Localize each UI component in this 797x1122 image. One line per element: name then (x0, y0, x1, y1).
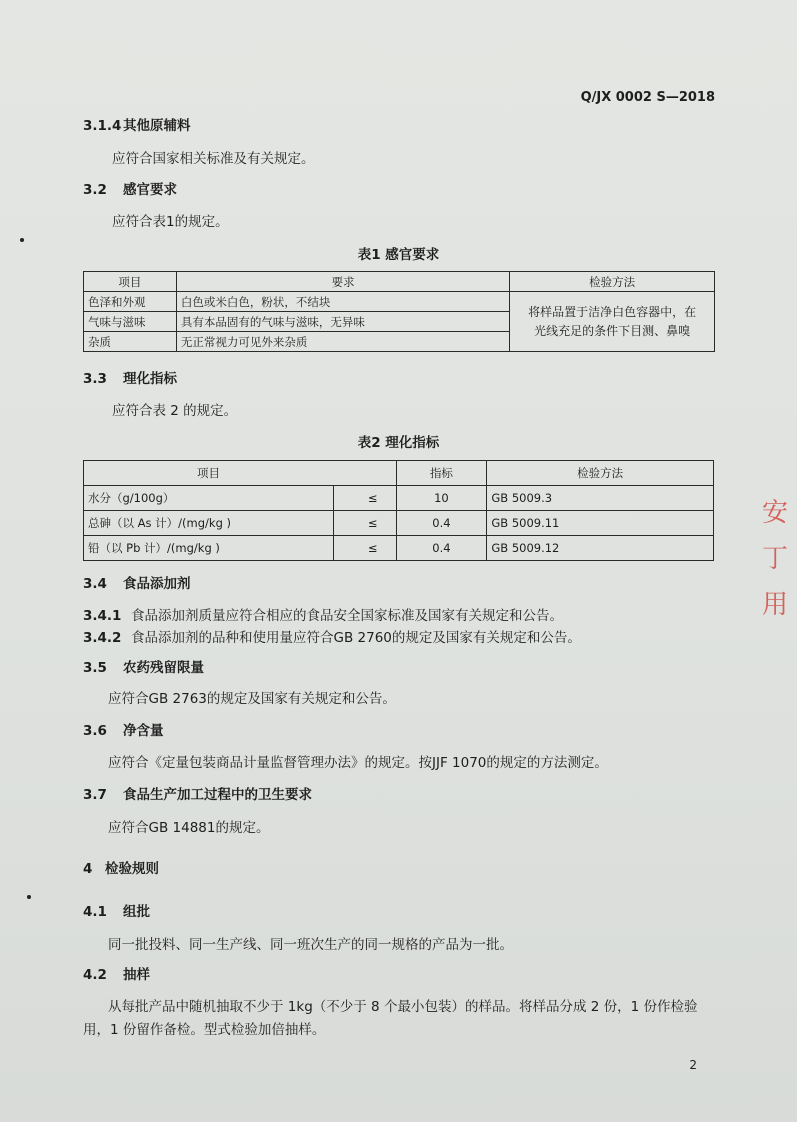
section-title: 食品添加剂 (123, 576, 191, 592)
section-title: 感官要求 (123, 182, 177, 198)
section-4-1-body: 同一批投料、同一生产线、同一班次生产的同一规格的产品为一批。 (108, 937, 513, 953)
section-title: 农药残留限量 (123, 660, 204, 676)
section-3-4-heading (83, 572, 191, 592)
header-requirement: 要求 (176, 272, 509, 292)
section-number: 3.5 (83, 660, 107, 676)
row-method: GB 5009.3 (487, 486, 714, 511)
scan-speck (20, 238, 24, 242)
section-title: 食品生产加工过程中的卫生要求 (123, 787, 312, 803)
header-method: 检验方法 (510, 272, 715, 292)
section-number: 3.1.4 (83, 118, 122, 134)
row-symbol: ≤ (333, 511, 396, 536)
section-title: 检验规则 (105, 861, 159, 877)
red-seal-stamp (762, 490, 797, 640)
section-title: 其他原辅料 (123, 118, 191, 134)
section-3-7-body: 应符合GB 14881的规定。 (108, 820, 270, 836)
section-number: 3.4.1 (83, 608, 122, 624)
method-line: 将样品置于洁净白色容器中，在 (528, 304, 697, 319)
page-number: 2 (689, 1058, 697, 1072)
row-item: 总砷（以 As 计）/(mg/kg ) (84, 511, 334, 536)
row-method: GB 5009.11 (487, 511, 714, 536)
section-title: 理化指标 (123, 371, 177, 387)
section-number: 4.2 (83, 967, 107, 983)
section-4-2-heading (83, 963, 150, 983)
row-item: 气味与滋味 (84, 312, 177, 332)
header-item: 项目 (84, 272, 177, 292)
section-3-1-4-heading (83, 114, 191, 134)
table-row (84, 536, 714, 561)
section-number: 3.6 (83, 723, 107, 739)
section-3-5-body: 应符合GB 2763的规定及国家有关规定和公告。 (108, 691, 396, 707)
section-3-1-4-body: 应符合国家相关标准及有关规定。 (112, 151, 315, 167)
row-value: 0.4 (396, 536, 487, 561)
row-symbol: ≤ (333, 486, 396, 511)
header-spacer (333, 461, 396, 486)
document-number: Q/JX 0002 S—2018 (580, 90, 715, 105)
stamp-char: 丁 (762, 544, 789, 574)
section-3-4-2 (83, 626, 581, 646)
section-4-2-body-line2: 用，1 份留作备检。型式检验加倍抽样。 (83, 1022, 326, 1038)
stamp-char: 安 (762, 498, 789, 528)
section-title: 组批 (123, 904, 150, 920)
section-number: 3.4 (83, 576, 107, 592)
table2-caption: 表2 理化指标 (357, 435, 440, 451)
row-value: 0.4 (396, 511, 487, 536)
section-3-6-heading (83, 719, 164, 739)
section-3-5-heading (83, 656, 204, 676)
section-title: 净含量 (123, 723, 164, 739)
section-number: 4.1 (83, 904, 107, 920)
physicochemical-table (83, 460, 714, 561)
stamp-char: 用 (762, 590, 789, 620)
section-4-heading (83, 857, 159, 877)
row-value: 10 (396, 486, 487, 511)
section-3-3-heading (83, 367, 177, 387)
section-body: 食品添加剂的品种和使用量应符合GB 2760的规定及国家有关规定和公告。 (131, 630, 581, 646)
section-3-6-body: 应符合《定量包装商品计量监督管理办法》的规定。按JJF 1070的规定的方法测定。 (108, 755, 608, 771)
row-item: 色泽和外观 (84, 292, 177, 312)
sensory-table (83, 271, 715, 352)
row-item: 水分（g/100g） (84, 486, 334, 511)
header-method: 检验方法 (487, 461, 714, 486)
row-symbol: ≤ (333, 536, 396, 561)
table-header-row (84, 461, 714, 486)
section-3-4-1 (83, 604, 563, 624)
section-title: 抽样 (123, 967, 150, 983)
row-method: GB 5009.12 (487, 536, 714, 561)
table-header-row (84, 272, 715, 292)
section-4-2-body-line1: 从每批产品中随机抽取不少于 1kg（不少于 8 个最小包装）的样品。将样品分成 2 份，1 份作检验 (108, 999, 698, 1015)
section-number: 3.2 (83, 182, 107, 198)
method-line: 光线充足的条件下目测、鼻嗅 (534, 323, 691, 338)
row-requirement: 白色或米白色，粉状，不结块 (176, 292, 509, 312)
table-row (84, 486, 714, 511)
section-3-2-heading (83, 178, 177, 198)
section-number: 4 (83, 861, 93, 877)
header-item: 项目 (84, 461, 334, 486)
section-4-1-heading (83, 900, 150, 920)
section-3-3-body: 应符合表 2 的规定。 (112, 403, 238, 419)
section-number: 3.3 (83, 371, 107, 387)
section-number: 3.4.2 (83, 630, 122, 646)
table-row (84, 511, 714, 536)
section-3-7-heading (83, 783, 312, 803)
section-3-2-body: 应符合表1的规定。 (112, 214, 229, 230)
table-row (84, 292, 715, 312)
sensory-method-cell (510, 292, 715, 352)
row-requirement: 具有本品固有的气味与滋味，无异味 (176, 312, 509, 332)
row-item: 杂质 (84, 332, 177, 352)
row-item: 铅（以 Pb 计）/(mg/kg ) (84, 536, 334, 561)
section-number: 3.7 (83, 787, 107, 803)
section-body: 食品添加剂质量应符合相应的食品安全国家标准及国家有关规定和公告。 (131, 608, 563, 624)
scan-speck (27, 895, 31, 899)
header-index: 指标 (396, 461, 487, 486)
table1-caption: 表1 感官要求 (357, 247, 440, 263)
row-requirement: 无正常视力可见外来杂质 (176, 332, 509, 352)
